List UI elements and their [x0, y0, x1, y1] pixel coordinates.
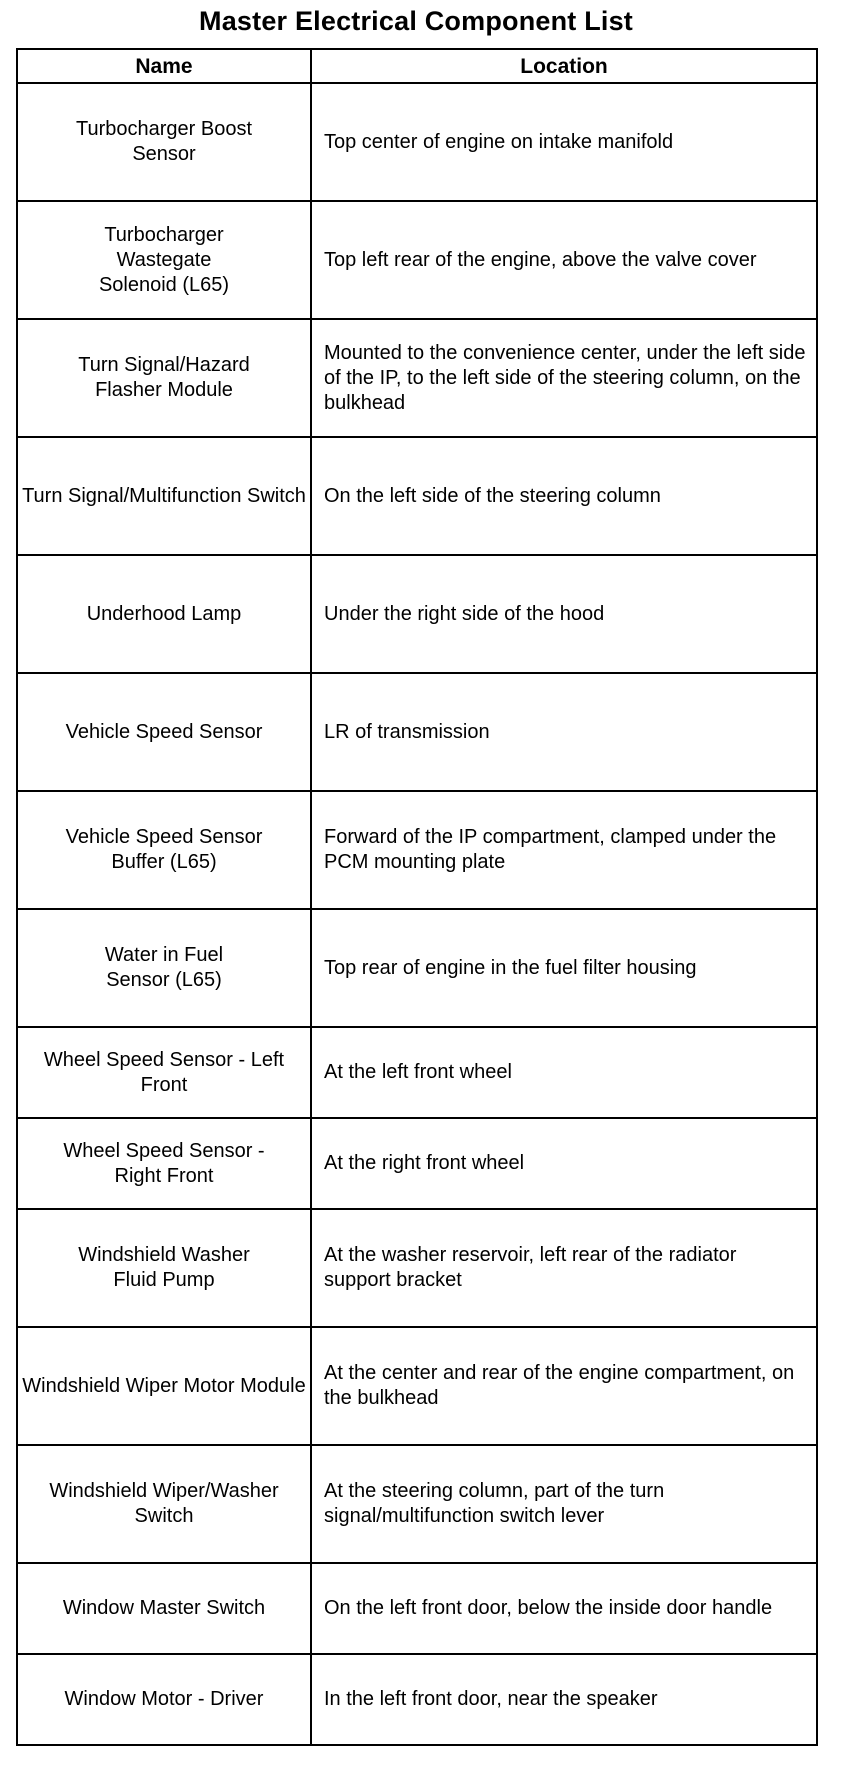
component-name: Turn Signal/Multifunction Switch — [17, 437, 311, 555]
component-name: Windshield Wiper Motor Module — [17, 1327, 311, 1445]
component-name: Turn Signal/Hazard Flasher Module — [17, 319, 311, 437]
component-location: Under the right side of the hood — [311, 555, 817, 673]
table-row — [17, 791, 817, 909]
table-row — [17, 437, 817, 555]
component-location: At the washer reservoir, left rear of the radiator support bracket — [311, 1209, 817, 1327]
component-table — [16, 48, 818, 1746]
table-row — [17, 555, 817, 673]
component-name: Windshield Wiper/Washer Switch — [17, 1445, 311, 1563]
table-row — [17, 1327, 817, 1445]
component-name: Turbocharger Boost Sensor — [17, 83, 311, 201]
component-location: Top left rear of the engine, above the valve cover — [311, 201, 817, 319]
component-location: At the left front wheel — [311, 1027, 817, 1118]
component-location: In the left front door, near the speaker — [311, 1654, 817, 1745]
component-name: Underhood Lamp — [17, 555, 311, 673]
component-location: LR of transmission — [311, 673, 817, 791]
component-name: Windshield Washer Fluid Pump — [17, 1209, 311, 1327]
table-row — [17, 909, 817, 1027]
table-row — [17, 1027, 817, 1118]
component-location: Forward of the IP compartment, clamped under the PCM mounting plate — [311, 791, 817, 909]
component-location: On the left front door, below the inside door handle — [311, 1563, 817, 1654]
component-name: Water in Fuel Sensor (L65) — [17, 909, 311, 1027]
table-row — [17, 83, 817, 201]
table-row — [17, 319, 817, 437]
component-name: Wheel Speed Sensor - Left Front — [17, 1027, 311, 1118]
component-table-container — [16, 48, 816, 1746]
component-name: Wheel Speed Sensor - Right Front — [17, 1118, 311, 1209]
component-location: On the left side of the steering column — [311, 437, 817, 555]
component-name: Window Motor - Driver — [17, 1654, 311, 1745]
component-location: Top center of engine on intake manifold — [311, 83, 817, 201]
component-location: At the center and rear of the engine compartment, on the bulkhead — [311, 1327, 817, 1445]
column-header-name: Name — [17, 49, 311, 83]
table-row — [17, 201, 817, 319]
table-row — [17, 1209, 817, 1327]
table-row — [17, 1118, 817, 1209]
component-location: At the right front wheel — [311, 1118, 817, 1209]
component-name: Vehicle Speed Sensor Buffer (L65) — [17, 791, 311, 909]
component-location: At the steering column, part of the turn signal/multifunction switch lever — [311, 1445, 817, 1563]
column-header-location: Location — [311, 49, 817, 83]
table-row — [17, 673, 817, 791]
component-location: Top rear of engine in the fuel filter housing — [311, 909, 817, 1027]
component-name: Turbocharger Wastegate Solenoid (L65) — [17, 201, 311, 319]
page-title: Master Electrical Component List — [199, 6, 633, 36]
component-location: Mounted to the convenience center, under the left side of the IP, to the left side of the steering column, on the bulkhead — [311, 319, 817, 437]
table-row — [17, 1563, 817, 1654]
table-header-row — [17, 49, 817, 83]
component-name: Window Master Switch — [17, 1563, 311, 1654]
table-row — [17, 1445, 817, 1563]
table-row — [17, 1654, 817, 1745]
component-name: Vehicle Speed Sensor — [17, 673, 311, 791]
